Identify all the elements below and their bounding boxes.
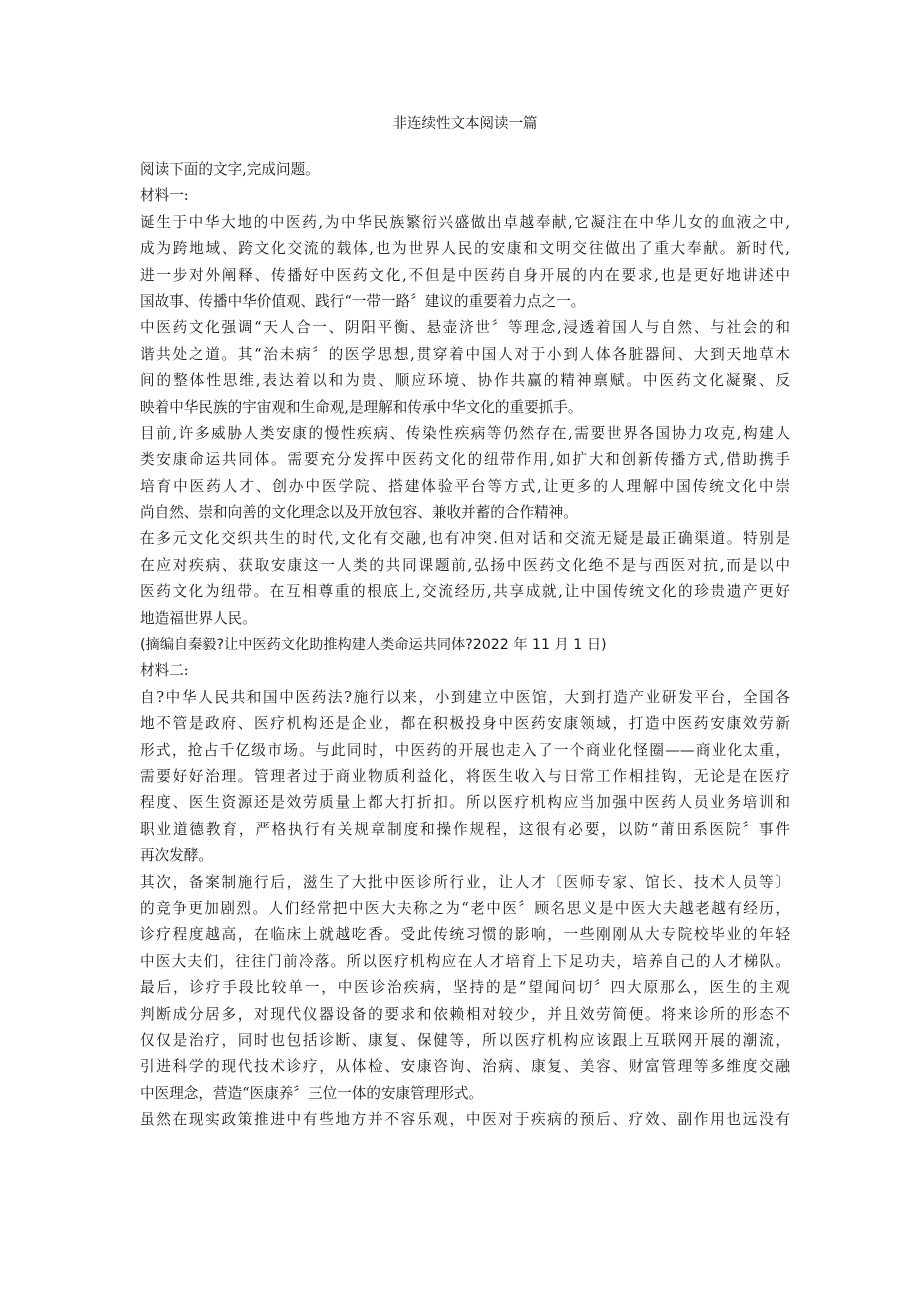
text-line: 其次，备案制施行后，滋生了大批中医诊所行业，让人才〔医师专家、馆长、技术人员等〕 (140, 873, 790, 891)
text-line: 引进科学的现代技术诊疗，从体检、安康咨询、治病、康复、美容、财富管理等多维度交融 (140, 1058, 790, 1076)
text-line: 程度、医生资源还是效劳质量上都大打折扣。所以医疗机构应当加强中医药人员业务培训和 (140, 794, 790, 812)
text-line: 谐共处之道。其“治未病〞的医学思想,贯穿着中国人对于小到人体各脏器间、大到天地草木 (140, 345, 790, 363)
text-line: 国故事、传播中华价值观、践行“一带一路〞建议的重要着力点之一。 (140, 292, 586, 310)
document-title: 非连续性文本阅读一篇 (392, 116, 538, 132)
text-line: 形式，抢占千亿级市场。与此同时，中医药的开展也走入了一个商业化怪圈——商业化太重， (140, 741, 790, 759)
text-line: 虽然在现实政策推进中有些地方并不容乐观，中医对于疾病的预后、疗效、副作用也远没有 (140, 1111, 790, 1129)
document-body (140, 157, 790, 1133)
text-line: 自?中华人民共和国中医药法?施行以来，小到建立中医馆，大到打造产业研发平台，全国各 (140, 688, 790, 706)
text-line: 诊疗程度越高，在临床上就越吃香。受此传统习惯的影响，一些刚刚从大专院校毕业的年轻 (140, 926, 790, 944)
text-line: 最后，诊疗手段比较单一，中医诊治疾病，坚持的是“望闻问切〞四大原那么，医生的主观 (140, 979, 790, 997)
text-line: 诞生于中华大地的中医药,为中华民族繁衍兴盛做出卓越奉献,它凝注在中华儿女的血液之中, (140, 213, 790, 231)
text-line: 目前,许多威胁人类安康的慢性疾病、传染性疾病等仍然存在,需要世界各国协力攻克,构建人 (140, 424, 790, 442)
text-line: 再次发酵。 (140, 847, 213, 865)
text-line: (摘编自秦毅?让中医药文化助推构建人类命运共同体?2022 年 11 月 1 日) (140, 637, 607, 654)
text-line: 映着中华民族的宇宙观和生命观,是理解和传承中华文化的重要抓手。 (140, 398, 583, 416)
text-line: 中医大夫们，往往门前冷落。所以医疗机构应在人才培育上下足功夫，培养自己的人才梯队。 (140, 952, 790, 970)
text-line: 判断成分居多，对现代仪器设备的要求和依赖相对较少，并且效劳简便。将来诊所的形态不 (140, 1005, 790, 1023)
text-line: 培育中医药人才、创办中医学院、搭建体验平台等方式,让更多的人理解中国传统文化中崇 (140, 477, 790, 495)
text-line: 阅读下面的文字,完成问题。 (140, 161, 320, 178)
text-line: 职业道德教育，严格执行有关规章制度和操作规程，这很有必要，以防“莆田系医院〞事件 (140, 820, 790, 838)
text-line: 中医药文化强调“天人合一、阴阳平衡、悬壶济世〞等理念,浸透着国人与自然、与社会的和 (140, 319, 790, 337)
text-line: 尚自然、崇和向善的文化理念以及开放包容、兼收并蓄的合作精神。 (140, 504, 578, 522)
text-line: 的竞争更加剧烈。人们经常把中医大夫称之为“老中医〞顾名思义是中医大夫越老越有经历， (140, 899, 790, 917)
text-line: 中医理念，营造“医康养〞三位一体的安康管理形式。 (140, 1084, 484, 1102)
text-line: 医药文化为纽带。在互相尊重的根底上,交流经历,共享成就,让中国传统文化的珍贵遗产更好 (140, 583, 790, 601)
text-line: 地造福世界人民。 (140, 609, 257, 627)
text-line: 仅仅是治疗，同时也包括诊断、康复、保健等，所以医疗机构应该跟上互联网开展的潮流， (140, 1031, 790, 1049)
text-line: 材料二: (140, 662, 189, 680)
text-line: 地不管是政府、医疗机构还是企业，都在积极投身中医药安康领域，打造中医药安康效劳新 (140, 715, 790, 733)
text-line: 类安康命运共同体。需要充分发挥中医药文化的纽带作用,如扩大和创新传播方式,借助携手 (140, 451, 790, 469)
text-line: 需要好好治理。管理者过于商业物质利益化，将医生收入与日常工作相挂钩，无论是在医疗 (140, 767, 790, 785)
text-line: 间的整体性思维,表达着以和为贵、顺应环境、协作共赢的精神禀赋。中医药文化凝聚、反 (140, 372, 790, 390)
text-line: 成为跨地域、跨文化交流的载体,也为世界人民的安康和文明交往做出了重大奉献。新时代, (140, 240, 790, 258)
text-line: 在应对疾病、获取安康这一人类的共同课题前,弘扬中医药文化绝不是与西医对抗,而是以中 (140, 556, 790, 574)
text-line: 材料一: (140, 187, 189, 205)
text-line: 进一步对外阐释、传播好中医药文化,不但是中医药自身开展的内在要求,也是更好地讲述中 (140, 266, 790, 284)
text-line: 在多元文化交织共生的时代,文化有交融,也有冲突.但对话和交流无疑是最正确渠道。特别是 (140, 530, 790, 548)
